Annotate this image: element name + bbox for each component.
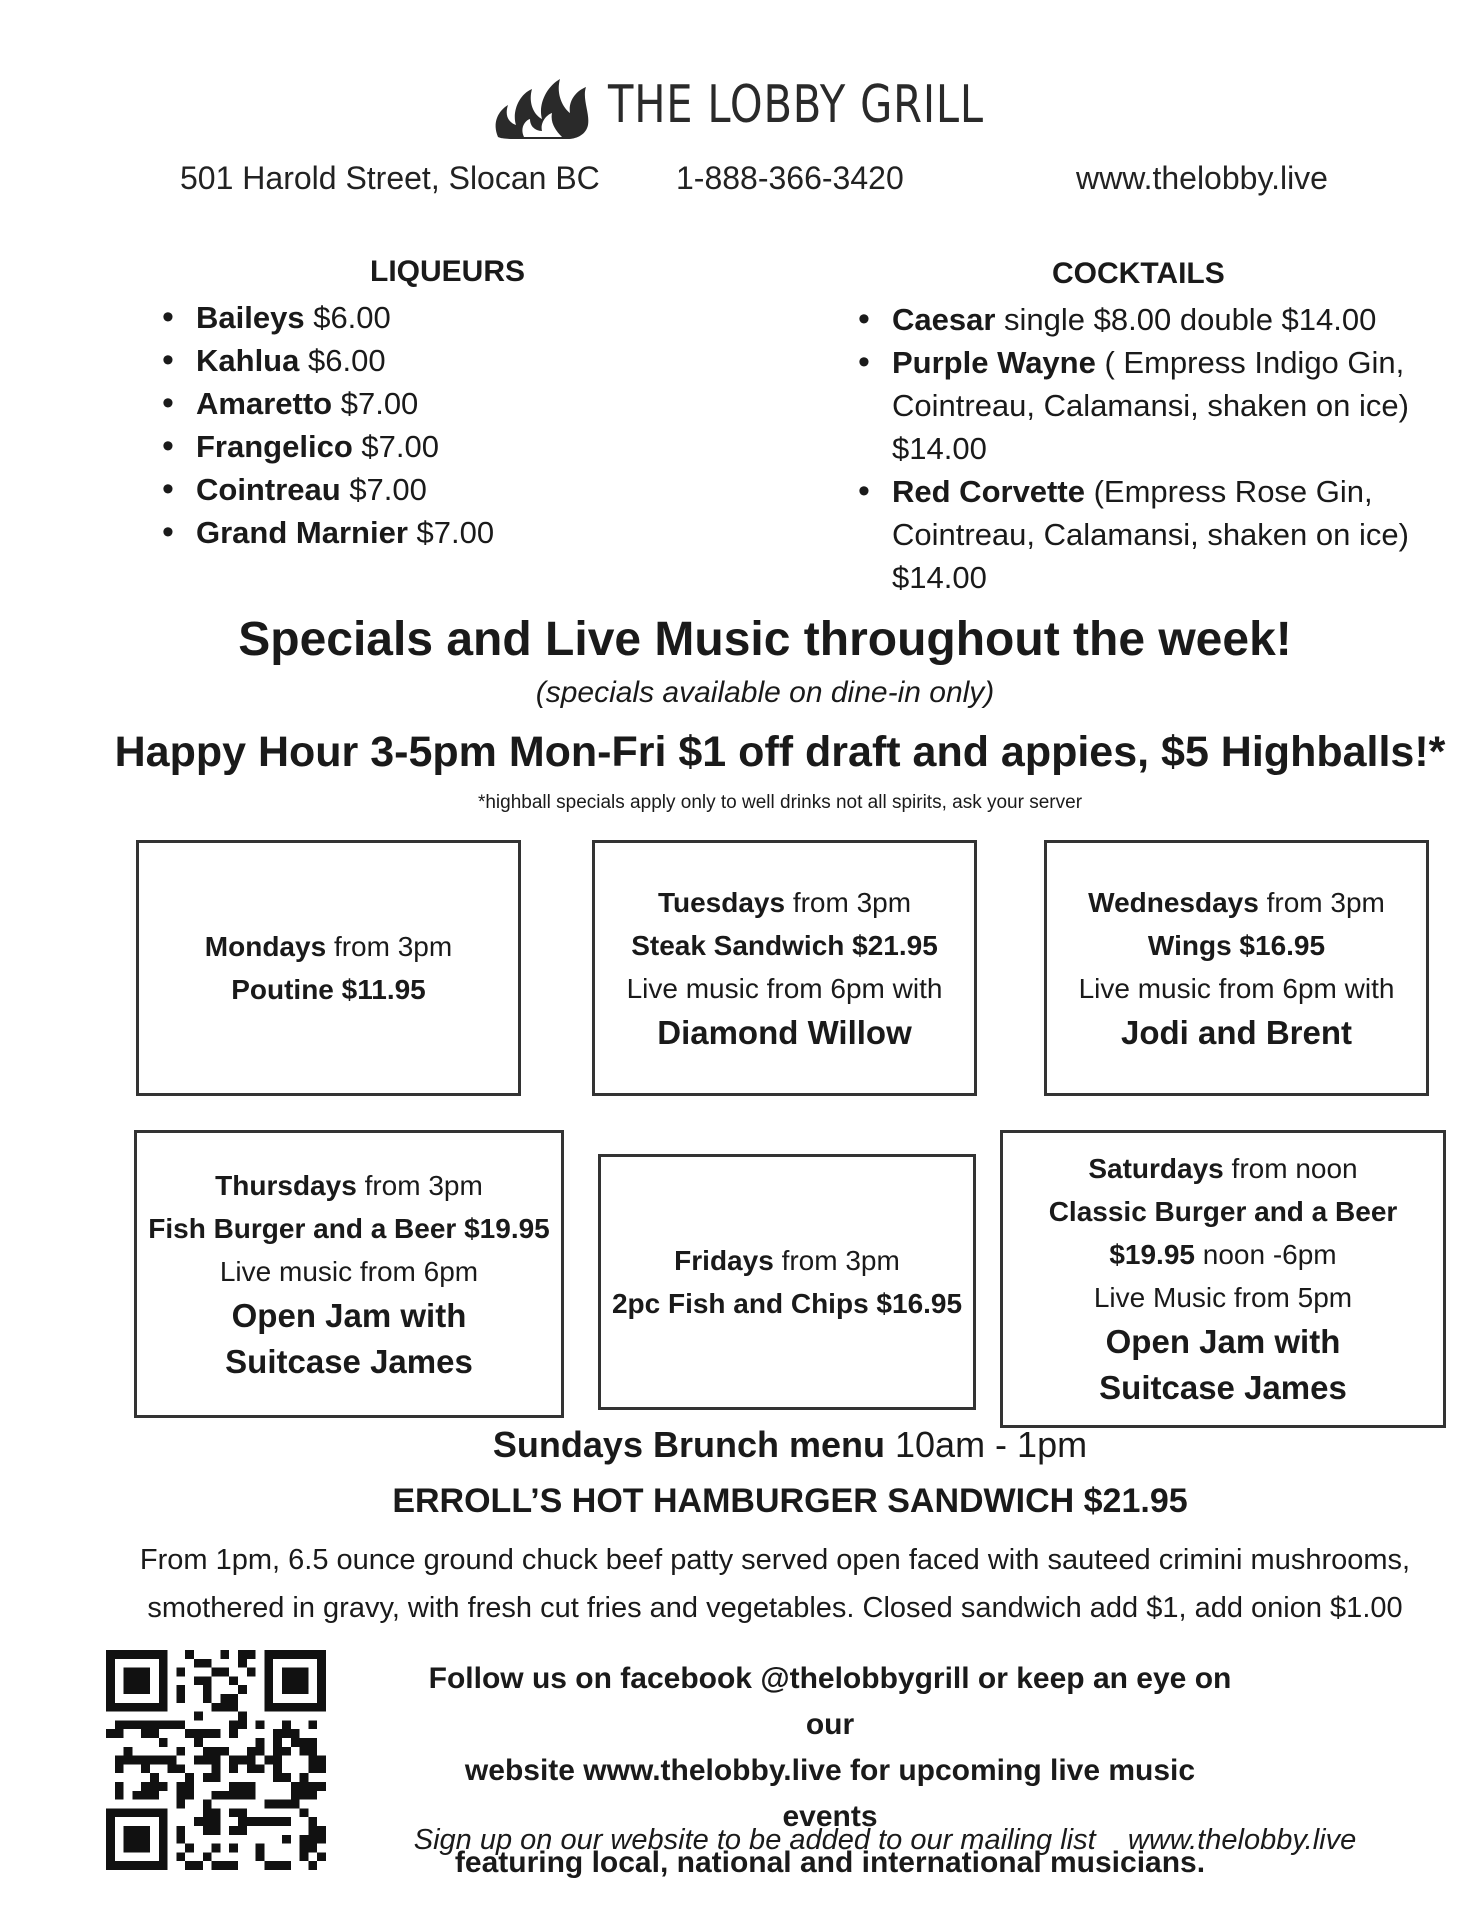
happy-hour-note: *highball specials apply only to well drinks not all spirits, ask your server <box>477 792 1083 813</box>
monday-special-box: Mondays from 3pm Poutine $11.95 <box>136 840 521 1096</box>
cocktails-list <box>856 298 1416 599</box>
happy-hour: Happy Hour 3-5pm Mon-Fri $1 off draft and appies, $5 Highballs!* <box>114 728 1446 776</box>
cocktail-item: • Red Corvette (Empress Rose Gin, Cointreau, Calamansi, shaken on ice) $14.00 <box>856 470 1416 599</box>
website-link[interactable]: www.thelobby.live <box>1076 160 1328 196</box>
phone-number[interactable]: 1-888-366-3420 <box>676 160 904 196</box>
liqueur-item: • Grand Marnier $7.00 <box>160 511 494 554</box>
restaurant-name: THE LOBBY GRILL <box>608 75 984 135</box>
mailing-list-note: Sign up on our website to be added to our mailing list www.thelobby.live <box>413 1824 1357 1856</box>
sunday-brunch: Sundays Brunch menu 10am - 1pm <box>492 1424 1088 1465</box>
liqueur-item: • Frangelico $7.00 <box>160 425 494 468</box>
friday-special-box: Fridays from 3pm 2pc Fish and Chips $16.95 <box>598 1154 976 1410</box>
liqueur-item: • Cointreau $7.00 <box>160 468 494 511</box>
logo <box>490 60 1078 150</box>
saturday-special-box: Saturdays from noon Classic Burger and a Beer $19.95 noon -6pm Live Music from 5pm Open Jam with Suitcase James <box>1000 1130 1446 1428</box>
liqueurs-list <box>160 296 494 554</box>
footer-website-link[interactable]: www.thelobby.live <box>1127 1824 1357 1856</box>
qr-code-icon[interactable] <box>106 1650 326 1870</box>
specials-title: Specials and Live Music throughout the week! <box>238 613 1292 666</box>
wednesday-special-box: Wednesdays from 3pm Wings $16.95 Live music from 6pm with Jodi and Brent <box>1044 840 1429 1096</box>
specials-note: (specials available on dine-in only) <box>535 676 995 709</box>
sunday-feature-description: From 1pm, 6.5 ounce ground chuck beef patty served open faced with sauteed crimini mushrooms, smothered in gravy, with fresh cut fries and vegetables. Closed sandwich add $1, add onion $1.00 <box>139 1544 1411 1624</box>
liqueur-item: • Kahlua $6.00 <box>160 339 494 382</box>
liqueur-item: • Amaretto $7.00 <box>160 382 494 425</box>
address: 501 Harold Street, Slocan BC <box>180 160 600 196</box>
sunday-feature-item: ERROLL’S HOT HAMBURGER SANDWICH $21.95 <box>392 1482 1188 1520</box>
cocktail-item: • Caesar single $8.00 double $14.00 <box>856 298 1416 341</box>
liqueurs-heading: LIQUEURS <box>370 255 526 288</box>
liqueur-item: • Baileys $6.00 <box>160 296 494 339</box>
tuesday-special-box: Tuesdays from 3pm Steak Sandwich $21.95 Live music from 6pm with Diamond Willow <box>592 840 977 1096</box>
follow-us-text: Follow us on facebook @thelobbygrill or keep an eye on our website www.thelobby.live for upcoming live music events featuring local, national and international musicians. <box>428 1662 1232 1879</box>
thursday-special-box: Thursdays from 3pm Fish Burger and a Beer $19.95 Live music from 6pm Open Jam with Suitcase James <box>134 1130 564 1418</box>
flame-logo-icon <box>490 65 600 145</box>
cocktails-heading: COCKTAILS <box>1052 257 1225 290</box>
cocktail-item: • Purple Wayne ( Empress Indigo Gin, Cointreau, Calamansi, shaken on ice) $14.00 <box>856 341 1416 470</box>
